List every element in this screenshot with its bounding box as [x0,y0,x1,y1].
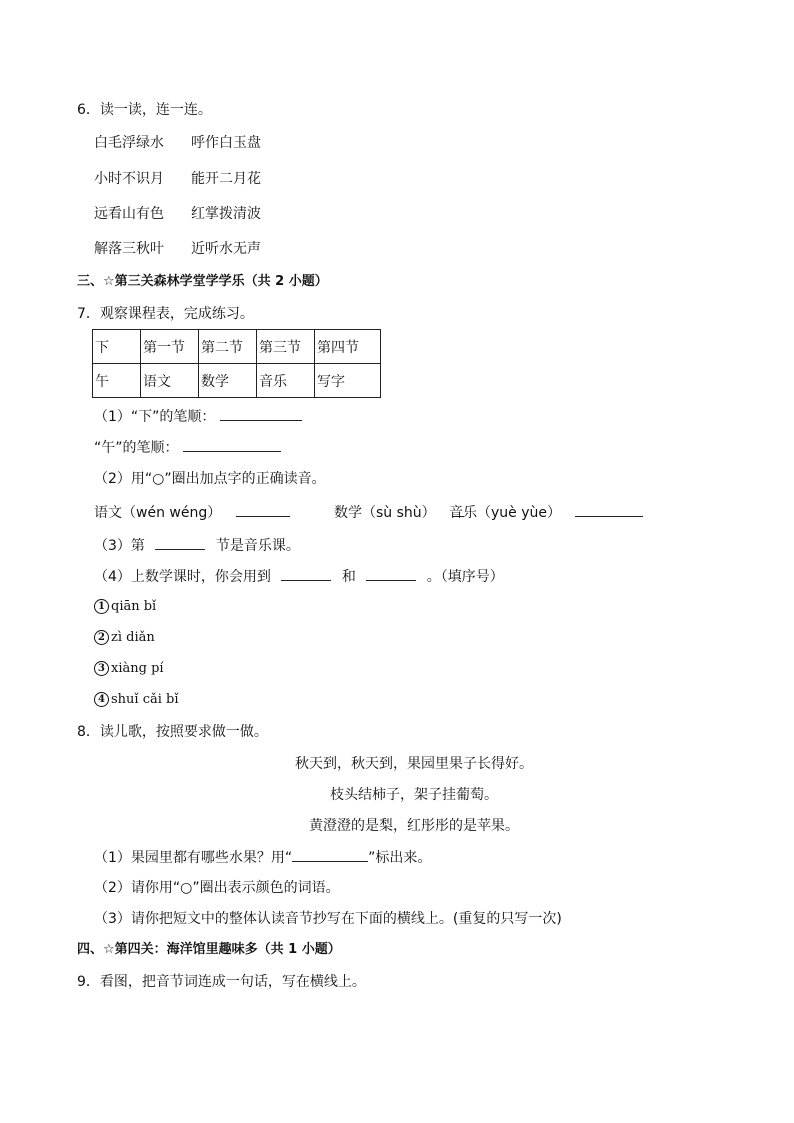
row-header-top: 下 [93,330,141,364]
q7-part4-label-b: 和 [341,569,356,585]
answer-blank-yinyue[interactable] [575,502,643,517]
q6-right-4: 近听水无声 [191,241,261,257]
answer-blank-tool-2[interactable] [366,566,416,581]
answer-blank-yuwen[interactable] [236,502,290,517]
section-4-heading: 四、☆第四关：海洋馆里趣味多（共 1 小题） [77,942,341,957]
q6-title: 6．读一读，连一连。 [77,102,212,118]
table-row [93,364,381,398]
option-4-text: shuǐ cǎi bǐ [111,692,179,707]
period-2: 第二节 [199,330,257,364]
q6-left-1: 白毛浮绿水 [94,135,164,151]
q7-part1-label-b: “午”的笔顺： [94,440,179,456]
q7-part4 [94,566,504,587]
q6-left-4: 解落三秋叶 [94,241,164,257]
q8-part2: （2）请你用“○”圈出表示颜色的词语。 [94,880,340,896]
option-1-text: qiān bǐ [111,599,157,614]
answer-blank-tool-1[interactable] [281,566,331,581]
period-3: 第三节 [257,330,315,364]
schedule-table [92,329,381,398]
q7-title: 7．观察课程表，完成练习。 [77,306,254,322]
q7-part2: （2）用“○”圈出加点字的正确读音。 [94,471,326,487]
answer-blank-xia[interactable] [220,406,302,421]
q8-part1 [94,847,431,868]
q8-part3: （3）请你把短文中的整体认读音节抄写在下面的横线上。(重复的只写一次) [94,911,562,927]
q6-right-2: 能开二月花 [191,171,261,187]
q8-part1-label-a: （1）果园里都有哪些水果？用“ [94,850,293,866]
period-1: 第一节 [141,330,199,364]
mark-symbol-blank [292,847,368,862]
option-2-text: zì diǎn [111,630,155,645]
pinyin-choice-yuwen: 语文（wén wéng） [94,505,222,521]
pinyin-choice-yinyue: 音乐（yuè yùe） [449,505,561,521]
q7-part4-label-a: （4）上数学课时，你会用到 [94,569,271,585]
q6-right-1: 呼作白玉盘 [191,135,261,151]
q7-part3-label-a: （3）第 [94,538,145,554]
option-3 [94,659,164,679]
option-2 [94,628,155,648]
period-4: 第四节 [315,330,381,364]
table-row [93,330,381,364]
number-2-icon: 2 [94,630,109,645]
subject-2: 数学 [199,364,257,398]
q8-title: 8．读儿歌，按照要求做一做。 [77,724,268,740]
q6-left-2: 小时不识月 [94,171,164,187]
pinyin-choice-shuxue: 数学（sù shù） [334,505,436,521]
subject-1: 语文 [141,364,199,398]
q7-part2-item-b [334,502,464,523]
q7-part3 [94,535,300,556]
q7-part1-label-a: （1）“下”的笔顺： [94,409,216,425]
q7-part3-label-b: 节是音乐课。 [215,538,300,554]
q7-part1-line-a [94,406,302,427]
q8-part1-label-b: ”标出来。 [368,850,432,866]
option-1 [94,597,156,617]
poem-line-1: 秋天到，秋天到，果园里果子长得好。 [295,756,533,772]
number-1-icon: 1 [94,599,109,614]
subject-4: 写字 [315,364,381,398]
answer-blank-period[interactable] [155,535,205,550]
q6-right-3: 红掌拨清波 [191,206,261,222]
option-4 [94,690,179,710]
option-3-text: xiàng pí [111,661,164,676]
subject-3: 音乐 [257,364,315,398]
section-3-heading: 三、☆第三关森林学堂学学乐（共 2 小题） [77,274,328,289]
row-header-bottom: 午 [93,364,141,398]
q7-part1-line-b [94,437,281,458]
q7-part2-item-c [449,502,643,523]
q9-title: 9．看图，把音节词连成一句话，写在横线上。 [77,974,366,990]
q7-part2-item-a [94,502,290,523]
answer-blank-wu[interactable] [183,437,281,452]
number-3-icon: 3 [94,661,109,676]
q6-left-3: 远看山有色 [94,206,164,222]
number-4-icon: 4 [94,692,109,707]
poem-line-3: 黄澄澄的是梨，红彤彤的是苹果。 [309,818,519,834]
q7-part4-label-c: 。（填序号） [426,569,504,585]
poem-line-2: 枝头结柿子，架子挂葡萄。 [330,787,498,803]
